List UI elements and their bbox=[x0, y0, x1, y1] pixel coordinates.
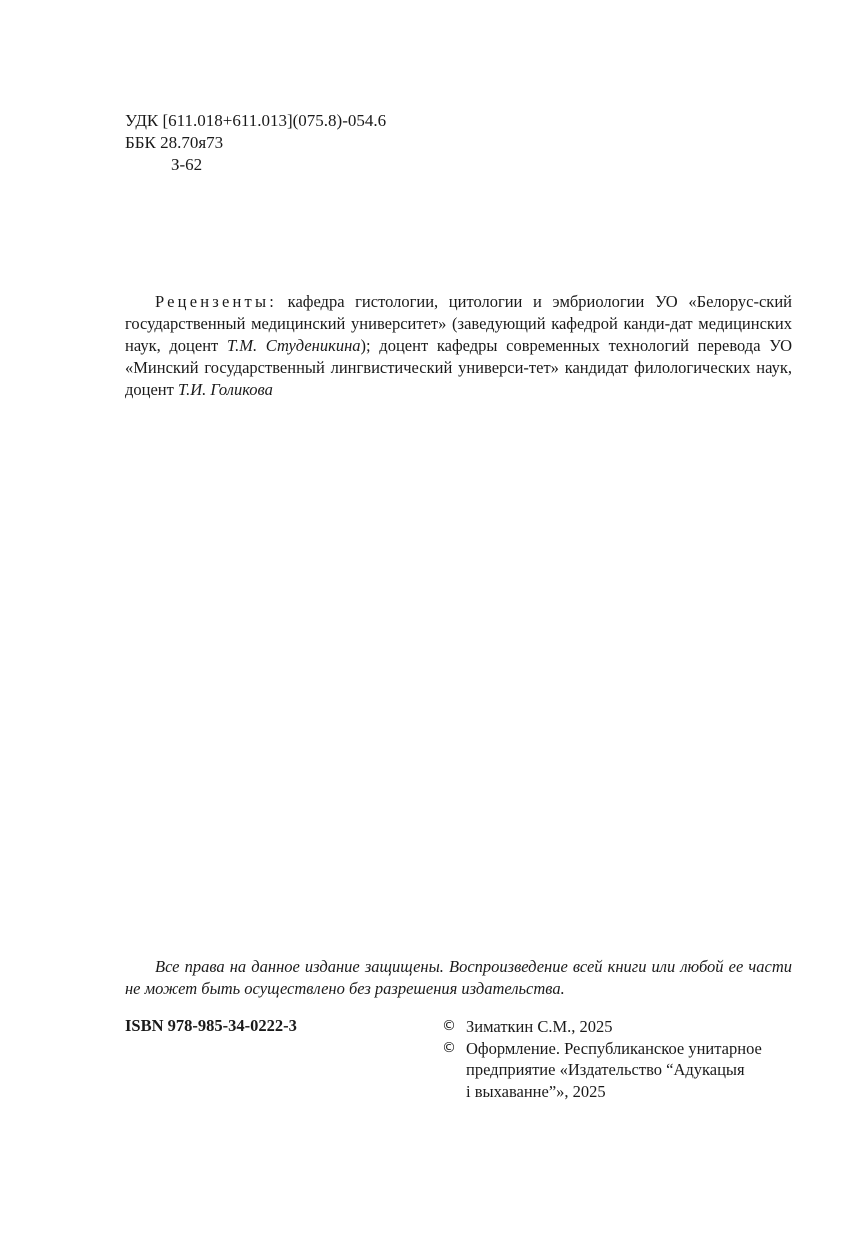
author-mark: З-62 bbox=[171, 155, 203, 174]
bbk-code: ББК 28.70я73 bbox=[125, 133, 224, 152]
reviewers-label: Рецензенты: bbox=[155, 292, 278, 311]
copyright-icon: © bbox=[442, 1018, 456, 1034]
reviewers-text-2: ); доцент кафедры современных технологий перевода УО «Минский государственный лингвистический универси-тет» кандидат филологических наук, доцент bbox=[125, 336, 792, 399]
copyright-design-line: предприятие «Издательство “Адукацыя bbox=[466, 1060, 745, 1079]
reviewers-text-1: кафедра гистологии, цитологии и эмбриологии УО «Белорус-ский государственный медицинский университет» (заведующий кафедрой канди-дат медицинских наук, доцент bbox=[125, 292, 792, 355]
copyright-block bbox=[442, 1016, 802, 1102]
copyright-author-text: Зиматкин С.М., 2025 bbox=[466, 1017, 613, 1036]
reviewer-name-1: Т.М. Студеникина bbox=[226, 336, 361, 355]
copyright-author bbox=[442, 1016, 802, 1038]
copyright-icon: © bbox=[442, 1039, 456, 1056]
reviewer-name-2: Т.И. Голикова bbox=[177, 380, 273, 399]
copyright-design-line: Оформление. Республиканское унитарное bbox=[466, 1038, 762, 1058]
isbn-number: ISBN 978-985-34-0222-3 bbox=[125, 1016, 297, 1035]
copyright-design bbox=[442, 1038, 802, 1103]
reviewers-paragraph bbox=[125, 291, 792, 401]
udc-code: УДК [611.018+611.013](075.8)-054.6 bbox=[125, 111, 387, 130]
classification-block bbox=[125, 110, 386, 176]
rights-notice: Все права на данное издание защищены. Воспроизведение всей книги или любой ее части не может быть осуществлено без разрешения издательства. bbox=[125, 957, 792, 998]
copyright-design-line: і выхаванне”», 2025 bbox=[466, 1081, 606, 1101]
